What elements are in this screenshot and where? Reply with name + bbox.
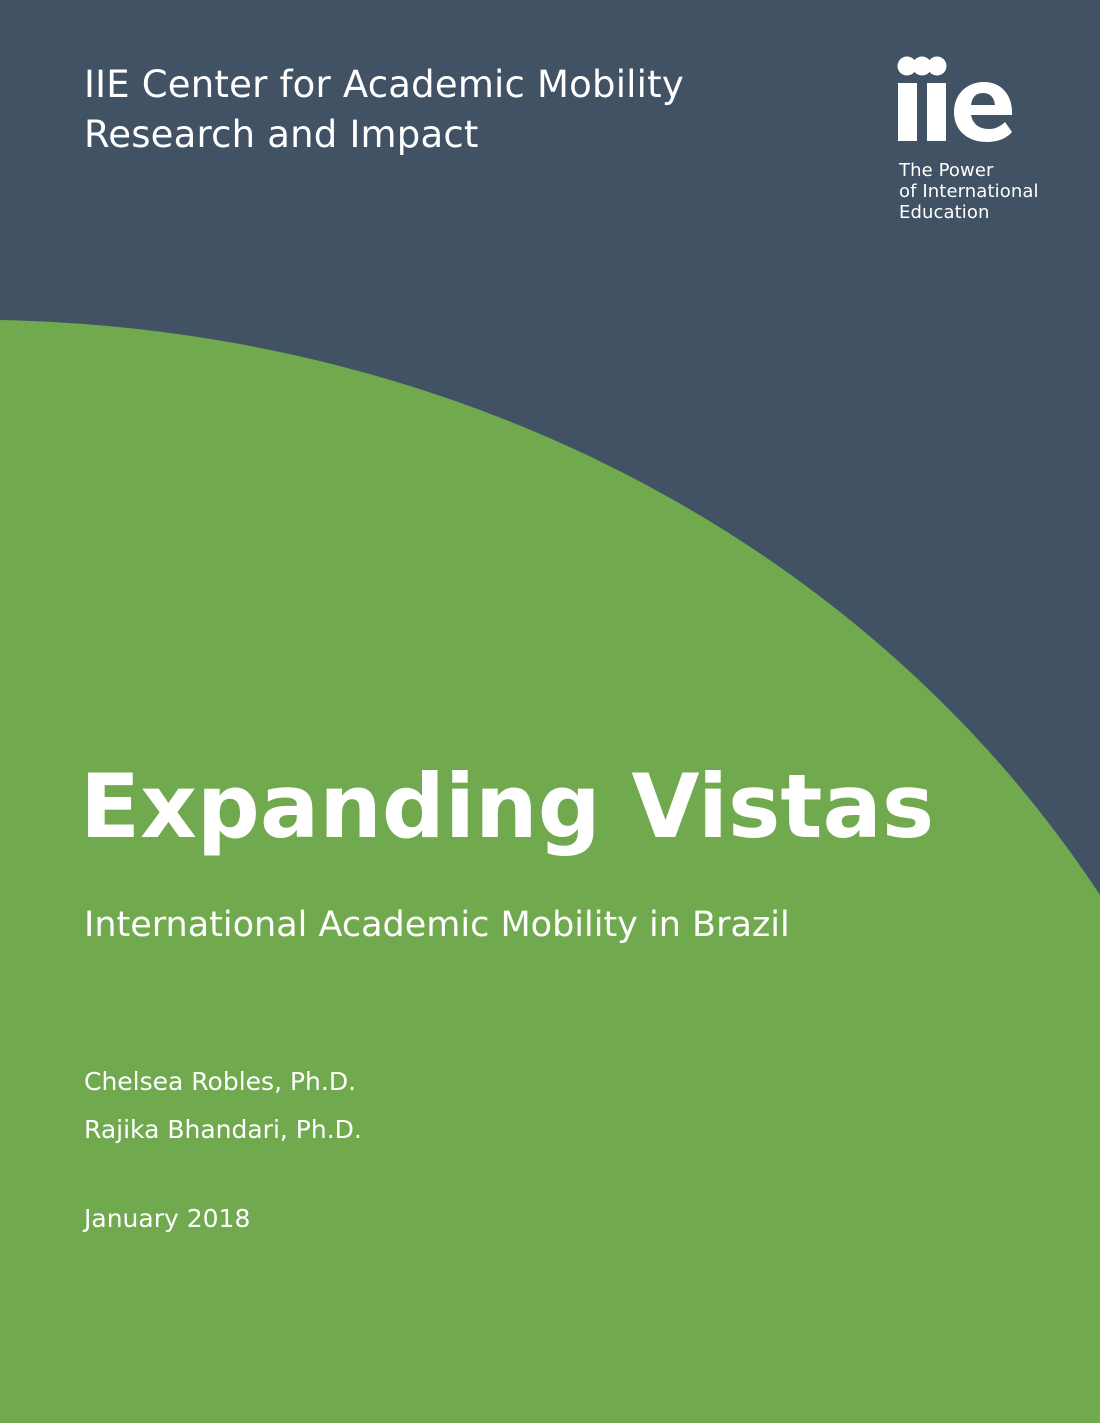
logo-tagline: [899, 160, 1039, 223]
iie-logo: [896, 56, 1039, 228]
author-name: Rajika Bhandari, Ph.D.: [84, 1115, 362, 1144]
report-title: Expanding Vistas: [80, 755, 935, 858]
organization-name-line-1: IIE Center for Academic Mobility: [84, 63, 684, 106]
publication-date: January 2018: [84, 1204, 251, 1233]
author-name: Chelsea Robles, Ph.D.: [84, 1067, 357, 1096]
organization-name: [84, 60, 684, 160]
logo-tagline-line-1: The Power: [899, 160, 994, 181]
iie-logo-icon: [896, 56, 1026, 152]
logo-tagline-line-2: of International: [899, 181, 1039, 202]
organization-name-line-2: Research and Impact: [84, 113, 479, 156]
report-subtitle: International Academic Mobility in Brazil: [84, 905, 790, 945]
logo-tagline-line-3: Education: [899, 202, 990, 223]
